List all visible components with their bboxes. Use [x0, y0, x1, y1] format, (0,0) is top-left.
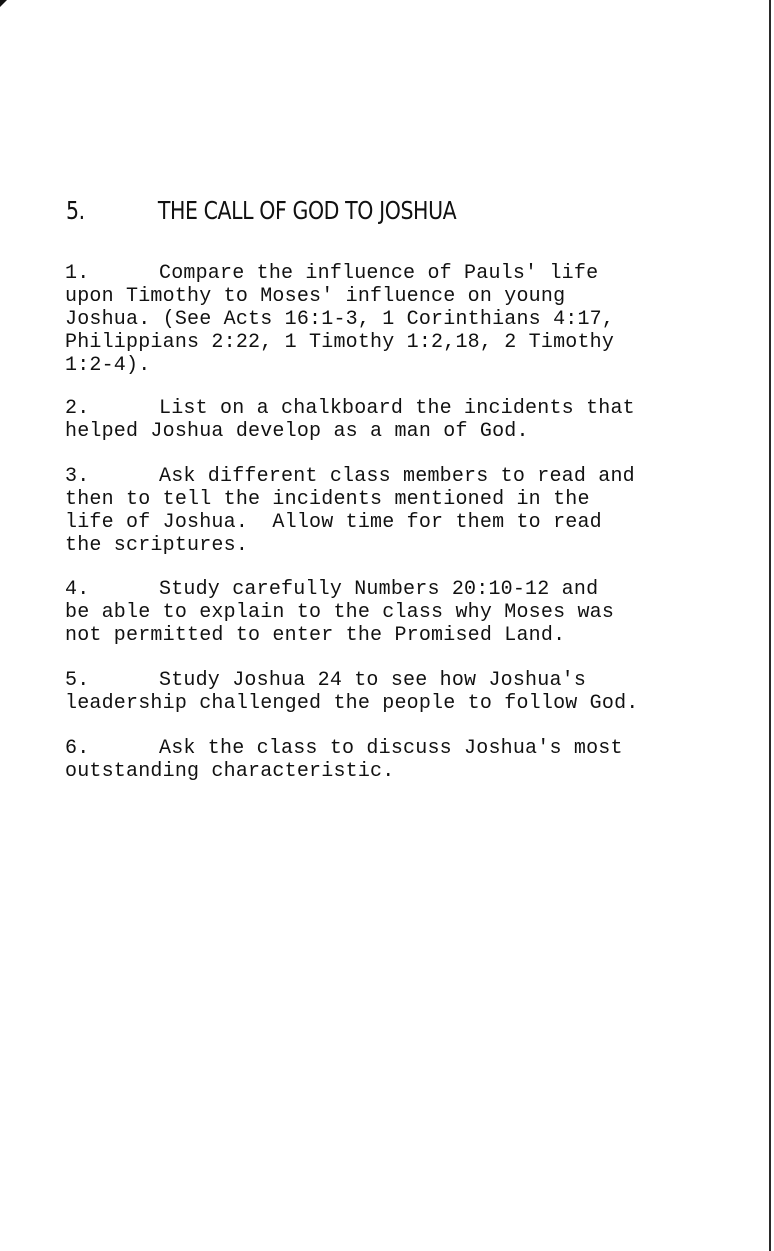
- section-title: THE CALL OF GOD TO JOSHUA: [157, 195, 457, 225]
- item-line: leadership challenged the people to follow God.: [65, 692, 639, 715]
- item-number: 4.: [65, 578, 90, 601]
- item-number: 3.: [65, 465, 90, 488]
- item-line: Philippians 2:22, 1 Timothy 1:2,18, 2 Timothy: [65, 331, 615, 354]
- item-line: upon Timothy to Moses' influence on young: [65, 285, 566, 308]
- item-line: the scriptures.: [65, 534, 249, 557]
- page-edge-line: [769, 0, 771, 1251]
- item-line: 1:2-4).: [65, 354, 151, 377]
- item-line: Ask different class members to read and: [159, 465, 635, 488]
- item-number: 5.: [65, 669, 90, 692]
- item-line: Study Joshua 24 to see how Joshua's: [159, 669, 587, 692]
- item-number: 6.: [65, 737, 90, 760]
- study-item-2: [65, 397, 705, 443]
- study-item-6: [65, 737, 705, 783]
- item-line: helped Joshua develop as a man of God.: [65, 420, 529, 443]
- item-line: life of Joshua. Allow time for them to read: [65, 511, 602, 534]
- item-number: 1.: [65, 262, 90, 285]
- item-line: outstanding characteristic.: [65, 760, 395, 783]
- study-item-4: [65, 578, 705, 647]
- item-line: not permitted to enter the Promised Land.: [65, 624, 566, 647]
- scan-corner-mark: [0, 0, 7, 7]
- item-number: 2.: [65, 397, 90, 420]
- section-number: 5.: [66, 195, 85, 225]
- item-line: Ask the class to discuss Joshua's most: [159, 737, 623, 760]
- item-line: List on a chalkboard the incidents that: [159, 397, 635, 420]
- item-line: Study carefully Numbers 20:10-12 and: [159, 578, 599, 601]
- item-line: Compare the influence of Pauls' life: [159, 262, 599, 285]
- study-item-3: [65, 465, 705, 557]
- item-line: be able to explain to the class why Moses was: [65, 601, 615, 624]
- study-item-5: [65, 669, 705, 715]
- study-item-1: [65, 262, 705, 377]
- item-line: then to tell the incidents mentioned in the: [65, 488, 590, 511]
- section-heading: [66, 193, 456, 227]
- item-line: Joshua. (See Acts 16:1-3, 1 Corinthians 4:17,: [65, 308, 615, 331]
